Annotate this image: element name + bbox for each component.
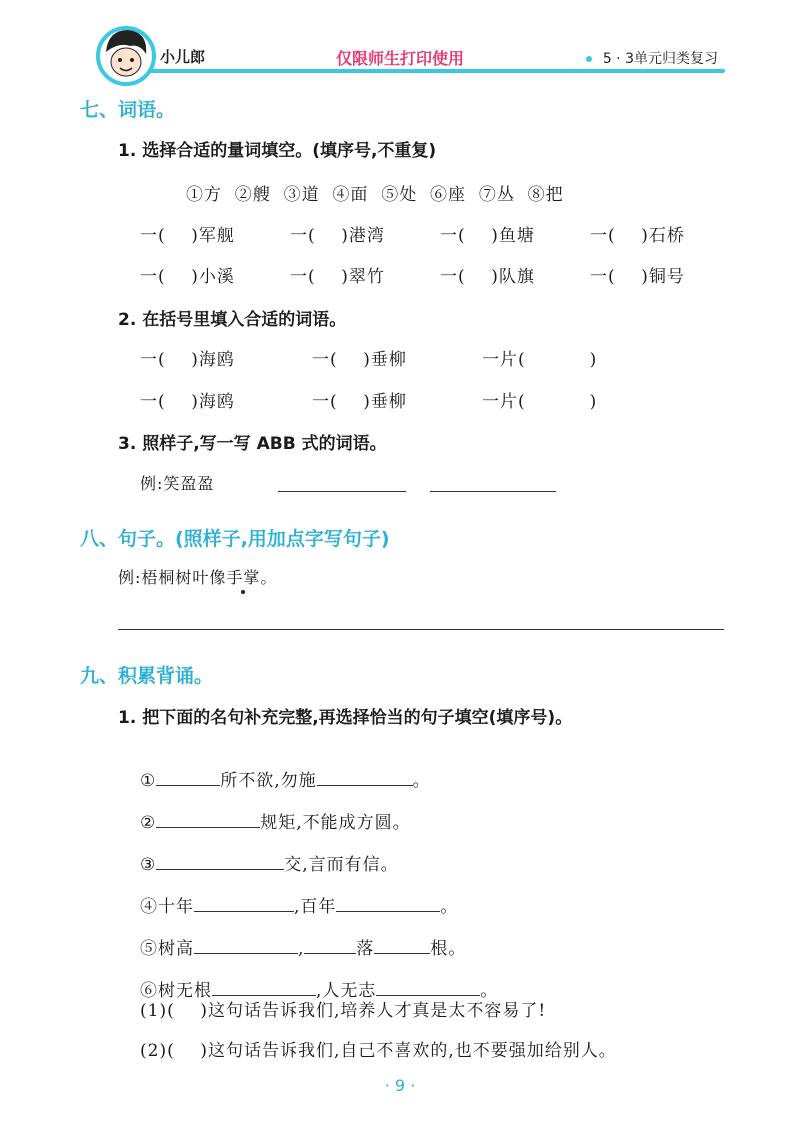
s7-q2-r1-item3[interactable]: 一片( ) — [482, 350, 598, 370]
brand-label: 小儿郎 — [160, 48, 206, 66]
quote-4-end: 。 — [440, 897, 459, 917]
answer-1[interactable]: (1)( )这句话告诉我们,培养人才真是太不容易了! — [140, 1001, 547, 1021]
sentence-example: 例:梧桐树叶像手掌。 — [118, 568, 278, 587]
quote-6-text-1: ⑥树无根 — [140, 981, 212, 1001]
quote-3 — [140, 830, 399, 875]
quote-1-end: 。 — [412, 771, 431, 791]
quote-1-blank-1[interactable] — [156, 767, 220, 786]
s7-row1-item1[interactable]: 一( )军舰 — [140, 226, 235, 246]
s7-row1-item3[interactable]: 一( )鱼塘 — [440, 226, 535, 246]
s7-question-2: 2. 在括号里填入合适的词语。 — [118, 310, 347, 330]
print-notice: 仅限师生打印使用 — [335, 49, 464, 68]
s7-q2-r2-item2[interactable]: 一( )垂柳 — [312, 392, 407, 412]
quote-2 — [140, 788, 411, 833]
quote-6-text-2: ,人无志 — [316, 981, 377, 1001]
quote-5-comma: , — [298, 939, 305, 959]
quote-4-blank-2[interactable] — [336, 893, 440, 912]
s7-row2-item3[interactable]: 一( )队旗 — [440, 267, 535, 287]
quote-5-blank-3[interactable] — [374, 935, 430, 954]
quote-5-text-2: 落 — [356, 939, 375, 959]
quote-6 — [140, 956, 498, 1001]
s9-question-1: 1. 把下面的名句补充完整,再选择恰当的句子填空(填序号)。 — [118, 708, 573, 728]
s7-q2-r1-item2[interactable]: 一( )垂柳 — [312, 350, 407, 370]
quote-5-blank-1[interactable] — [194, 935, 298, 954]
quote-5 — [140, 914, 466, 959]
quote-4-blank-1[interactable] — [194, 893, 294, 912]
s7-row1-item4[interactable]: 一( )石桥 — [590, 226, 685, 246]
bullet-icon — [586, 56, 592, 62]
header-divider — [150, 69, 725, 73]
emphasis-dot-icon — [241, 590, 245, 594]
s7-q2-r2-item1[interactable]: 一( )海鸥 — [140, 392, 235, 412]
quote-3-num: ③ — [140, 855, 157, 875]
quote-1-num: ① — [140, 771, 157, 791]
quote-2-text: 规矩,不能成方圆。 — [260, 813, 411, 833]
quote-4 — [140, 872, 458, 917]
quote-3-text: 交,言而有信。 — [284, 855, 399, 875]
section-9-title: 九、积累背诵。 — [80, 665, 214, 687]
quote-6-blank-1[interactable] — [212, 977, 316, 996]
quote-2-blank-1[interactable] — [156, 809, 260, 828]
section-8-title: 八、句子。(照样子,用加点字写句子) — [80, 528, 390, 550]
abb-example: 例:笑盈盈 — [140, 474, 215, 493]
quote-6-blank-2[interactable] — [376, 977, 480, 996]
abb-answer-line-1[interactable] — [278, 491, 406, 492]
quote-3-blank-1[interactable] — [156, 851, 284, 870]
s7-question-1: 1. 选择合适的量词填空。(填序号,不重复) — [118, 141, 437, 161]
s7-row2-item2[interactable]: 一( )翠竹 — [290, 267, 385, 287]
page-number: · 9 · — [384, 1076, 416, 1095]
quote-5-text-1: ⑤树高 — [140, 939, 194, 959]
quote-2-num: ② — [140, 813, 157, 833]
s7-q2-r2-item3[interactable]: 一片( ) — [482, 392, 598, 412]
s7-row2-item1[interactable]: 一( )小溪 — [140, 267, 235, 287]
s7-q2-r1-item1[interactable]: 一( )海鸥 — [140, 350, 235, 370]
unit-label: 5 · 3单元归类复习 — [602, 51, 718, 67]
quote-1-blank-2[interactable] — [317, 767, 413, 786]
section-7-title: 七、词语。 — [80, 99, 176, 121]
sentence-answer-line[interactable] — [118, 629, 724, 630]
quote-4-text-2: ,百年 — [294, 897, 337, 917]
measure-word-options: ①方 ②艘 ③道 ④面 ⑤处 ⑥座 ⑦丛 ⑧把 — [186, 185, 564, 205]
s7-row1-item2[interactable]: 一( )港湾 — [290, 226, 385, 246]
answer-2[interactable]: (2)( )这句话告诉我们,自己不喜欢的,也不要强加给别人。 — [140, 1041, 617, 1061]
quote-5-blank-2[interactable] — [304, 935, 356, 954]
abb-answer-line-2[interactable] — [430, 491, 556, 492]
quote-4-text-1: ④十年 — [140, 897, 194, 917]
s7-row2-item4[interactable]: 一( )铜号 — [590, 267, 685, 287]
quote-6-end: 。 — [480, 981, 499, 1001]
quote-1 — [140, 746, 431, 791]
s7-question-3: 3. 照样子,写一写 ABB 式的词语。 — [118, 434, 387, 454]
quote-5-end: 根。 — [430, 939, 467, 959]
quote-1-text: 所不欲,勿施 — [220, 771, 317, 791]
